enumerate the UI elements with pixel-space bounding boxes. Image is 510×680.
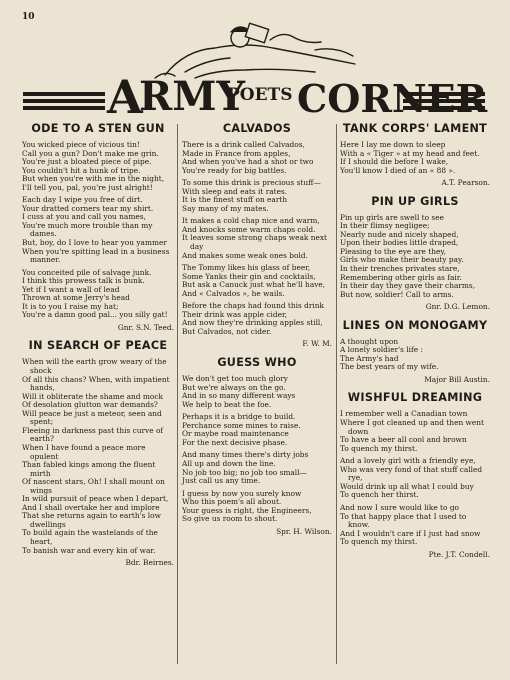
poem-line: And now they're drinking apples still,	[182, 318, 323, 328]
poem-line: A thought upon	[340, 336, 399, 346]
poem-line: Upon their bodies little draped,	[340, 238, 459, 248]
poem-line: You couldn't hit a hunk of tripe.	[22, 165, 141, 175]
poem-title: CALVADOS	[222, 122, 292, 135]
poem-line: And in so many different ways	[182, 391, 296, 401]
poem-line: It makes a cold chap nice and warm,	[182, 216, 320, 226]
poem-signature: Pte. J.T. Condell.	[428, 549, 490, 559]
poem-line: We help to beat the foe.	[182, 399, 272, 409]
poem-line: And I wouldn't care if I just had snow	[340, 528, 481, 538]
poem-line: Pleasing to the eye are they,	[340, 246, 446, 256]
stanza	[22, 358, 174, 555]
stanza	[182, 490, 332, 524]
poem-line: But we're always on the go.	[182, 382, 286, 392]
poem-line: Call you a gun? Don't make me grin.	[22, 148, 159, 158]
poem-line: You're just a bloated piece of pipe.	[22, 157, 152, 167]
page-number: 10	[22, 12, 35, 22]
poem-line: In their flimsy negligee;	[340, 221, 430, 231]
poem-line: Fleeing in darkness past this curve of earth?	[22, 425, 164, 444]
poem-line: But, boy, do I love to hear you yammer	[22, 238, 167, 248]
poem-line: If I should die before I wake,	[340, 157, 449, 167]
poem	[22, 122, 174, 332]
reclining-soldier-illustration	[155, 23, 355, 78]
poem-line: To quench my thirst.	[340, 443, 418, 453]
poem-line: Who this poem's all about.	[182, 497, 282, 507]
poem-line: When I have found a peace more opulent	[22, 442, 146, 461]
poem-line: Or maybe road maintenance	[182, 429, 289, 439]
poem-line: All up and down the line.	[182, 458, 276, 468]
svg-text:A: A	[107, 70, 143, 120]
stanza	[182, 375, 332, 409]
stanza	[340, 141, 490, 175]
poem-line: Yet if I want a wall of lead	[22, 284, 120, 294]
poem-line: Will peace be just a meteor, seen and spent;	[22, 408, 162, 427]
masthead-banner	[15, 20, 495, 120]
poem	[340, 122, 490, 188]
poem-line: We don't get too much glory	[182, 374, 288, 384]
poem-line: And I shall overtake her and implore	[22, 502, 160, 512]
poem-line: Made in France from apples,	[182, 148, 291, 158]
poem-line: Of all this chaos? When, with impatient hands,	[22, 374, 170, 393]
poem-line: To quench her thirst.	[340, 490, 419, 500]
stanza	[182, 413, 332, 447]
poem-title: GUESS WHO	[217, 356, 297, 370]
poem-signature: A.T. Pearson.	[441, 178, 490, 188]
poem-line: Will it obliterate the shame and mock	[22, 391, 163, 401]
poem-line: Of nascent stars, Oh! I shall mount on wings	[22, 477, 165, 495]
poem-line: When you're spitting lead in a business manner.	[22, 246, 170, 265]
poem-line: Before the chaps had found this drink	[182, 301, 325, 311]
poem-line: The best years of my wife.	[340, 362, 439, 372]
poem-line: Where I got cleaned up and then went down	[340, 418, 484, 436]
poem-line: Who was very fond of that stuff called rye,	[340, 464, 483, 483]
poem-signature: Gnr. S.N. Teed.	[117, 322, 174, 332]
poem-line: Here I lay me down to sleep	[340, 140, 446, 149]
stanza	[182, 302, 332, 336]
poem-line: With sleep and eats it rates.	[182, 186, 288, 196]
poem-signature: Bdr. Beirnes.	[125, 558, 174, 568]
poem-line: And « Calvados », he wails.	[182, 288, 285, 298]
poem-line: Just call us any time.	[182, 476, 261, 486]
poem-line: In wild pursuit of peace when I depart,	[22, 494, 169, 504]
poem-line: A lonely soldier's life :	[340, 345, 423, 355]
poem-line: That she returns again to earth's low dwellings	[22, 511, 161, 529]
poem-line: Perhaps it is a bridge to build.	[182, 412, 296, 422]
poem-line: Each day I wipe you free of dirt.	[22, 195, 143, 205]
poem-line: Remembering other girls as fair.	[340, 272, 462, 282]
poem-signature: Spr. H. Wilson.	[276, 526, 332, 536]
poem-line: It leaves some strong chaps weak next day	[182, 233, 328, 252]
poem-line: In their day they gave their charms,	[340, 281, 476, 291]
poem-line: I remember well a Canadian town	[340, 409, 468, 419]
poem-title: LINES ON MONOGAMY	[342, 318, 488, 332]
poem	[22, 339, 174, 567]
poem	[182, 122, 332, 349]
poem-line: So give us room to shout.	[182, 514, 278, 524]
poem	[340, 319, 490, 385]
poem-title: ODE TO A STEN GUN	[31, 122, 165, 135]
column-3	[340, 122, 490, 566]
poem-line: Pin up girls are swell to see	[340, 212, 444, 222]
poem-line: With a « Tiger » at my head and feet.	[340, 148, 480, 158]
poem-line: To quench my thirst.	[340, 537, 418, 547]
poem-signature: Gnr. D.G. Lemon.	[425, 302, 490, 312]
svg-text:CORNER: CORNER	[297, 76, 488, 120]
poem-title: IN SEARCH OF PEACE	[28, 339, 168, 353]
stanza	[340, 214, 490, 299]
poem-line: For the next decisive phase.	[182, 437, 288, 447]
poem-line: It is the finest stuff on earth	[182, 195, 288, 205]
poem-line: And a lovely girl with a friendly eye,	[340, 456, 476, 466]
poem-line: And when you've had a shot or two	[182, 157, 314, 167]
poem	[182, 356, 332, 536]
poem-line: Would drink up all what I could buy	[340, 481, 474, 491]
svg-text:RMY: RMY	[139, 73, 246, 120]
poem-line: But Calvados, not cider.	[182, 326, 272, 336]
poem-title: PIN UP GIRLS	[371, 194, 459, 208]
stanza	[22, 141, 174, 192]
poem-line: I'll tell you, pal, you're just alright!	[22, 182, 153, 192]
poem-line: There is a drink called Calvados,	[182, 140, 305, 149]
svg-text:POETS: POETS	[227, 85, 293, 105]
poem-line: But now, soldier! Call to arms.	[340, 289, 454, 299]
poem-title: WISHFUL DREAMING	[347, 391, 483, 405]
poem-line: You'll know I died of an « 88 ».	[340, 165, 456, 175]
poem-line: The Army's had	[340, 353, 399, 363]
poem-title: TANK CORPS' LAMENT	[342, 122, 488, 135]
poem-line: To banish war and every kin of war.	[22, 545, 156, 555]
poem-line: It is to you I raise my hat;	[22, 301, 119, 311]
poem-line: To some this drink is precious stuff—	[182, 178, 321, 188]
poem-line: Thrown at some Jerry's head	[22, 293, 130, 303]
poem	[340, 391, 490, 559]
column-rule-1	[177, 124, 178, 664]
poem-line: And makes some weak ones bold.	[182, 250, 308, 260]
poem-line: I think this prowess talk is bunk.	[22, 276, 145, 286]
stanza	[340, 338, 490, 372]
stanza	[182, 141, 332, 175]
poem-line: Say many of my mates.	[182, 203, 269, 213]
poem-line: I guess by now you surely know	[182, 488, 302, 498]
poem-line: When will the earth grow weary of the shock	[22, 357, 167, 376]
poem-line: Some Yanks their gin and cocktails,	[182, 271, 316, 281]
poem-line: No job too big; no job too small—	[182, 467, 307, 477]
poem-line: You conceited pile of salvage junk.	[22, 267, 152, 277]
poem-line: To have a beer all cool and brown	[340, 435, 467, 445]
poem-line: You wicked piece of vicious tin!	[22, 140, 140, 149]
poem-line: You're a damn good pal... you silly gat!	[22, 310, 168, 320]
stanza	[182, 451, 332, 485]
poem-line: Than fabled kings among the fluent mirth	[22, 460, 156, 478]
poem-line: Perchance some mines to raise.	[182, 420, 301, 430]
poem-line: Your guess is right, the Engineers,	[182, 505, 312, 515]
poem-line: You're ready for big battles.	[182, 165, 287, 175]
poem-line: But when you're with me in the night,	[22, 174, 165, 184]
poem-line: Their drink was apple cider,	[182, 309, 288, 319]
poem-line: To that happy place that I used to know.	[340, 511, 467, 530]
column-2	[182, 122, 332, 543]
poem-line: Nearly nude and nicely shaped,	[340, 229, 459, 239]
stanza	[340, 410, 490, 453]
poem-line: Your dratted corners tear my shirt.	[22, 203, 154, 213]
masthead-title-art	[106, 70, 488, 120]
stanza	[182, 264, 332, 298]
poem-line: You're much more trouble than my dames.	[22, 220, 153, 239]
poem-signature: Major Bill Austin.	[424, 374, 490, 384]
poem-line: And many times there's dirty jobs	[182, 450, 309, 460]
stanza	[22, 269, 174, 320]
masthead-left-rules	[23, 92, 105, 110]
poem-line: I cuss at you and call you names,	[22, 212, 146, 222]
poem-line: The Tommy likes his glass of beer,	[182, 263, 311, 273]
poem-line: But ask a Canuck just what he'll have,	[182, 280, 326, 290]
column-1	[22, 122, 174, 575]
stanza	[340, 504, 490, 547]
poem-line: To build again the wastelands of the heart,	[22, 528, 158, 546]
column-rule-2	[336, 124, 337, 664]
poem-line: And now I sure would like to go	[340, 502, 459, 512]
stanza	[182, 179, 332, 213]
poem	[340, 195, 490, 312]
stanza	[340, 457, 490, 500]
poem-line: In their trenches privates stare,	[340, 264, 460, 274]
poem-line: Girls who make their beauty pay.	[340, 255, 464, 265]
poem-line: Of desolation glutton war demands?	[22, 400, 158, 410]
stanza	[182, 217, 332, 260]
poem-line: And knocks some warm chaps cold.	[182, 224, 316, 234]
stanza	[22, 196, 174, 264]
poem-signature: F. W. M.	[302, 339, 332, 349]
